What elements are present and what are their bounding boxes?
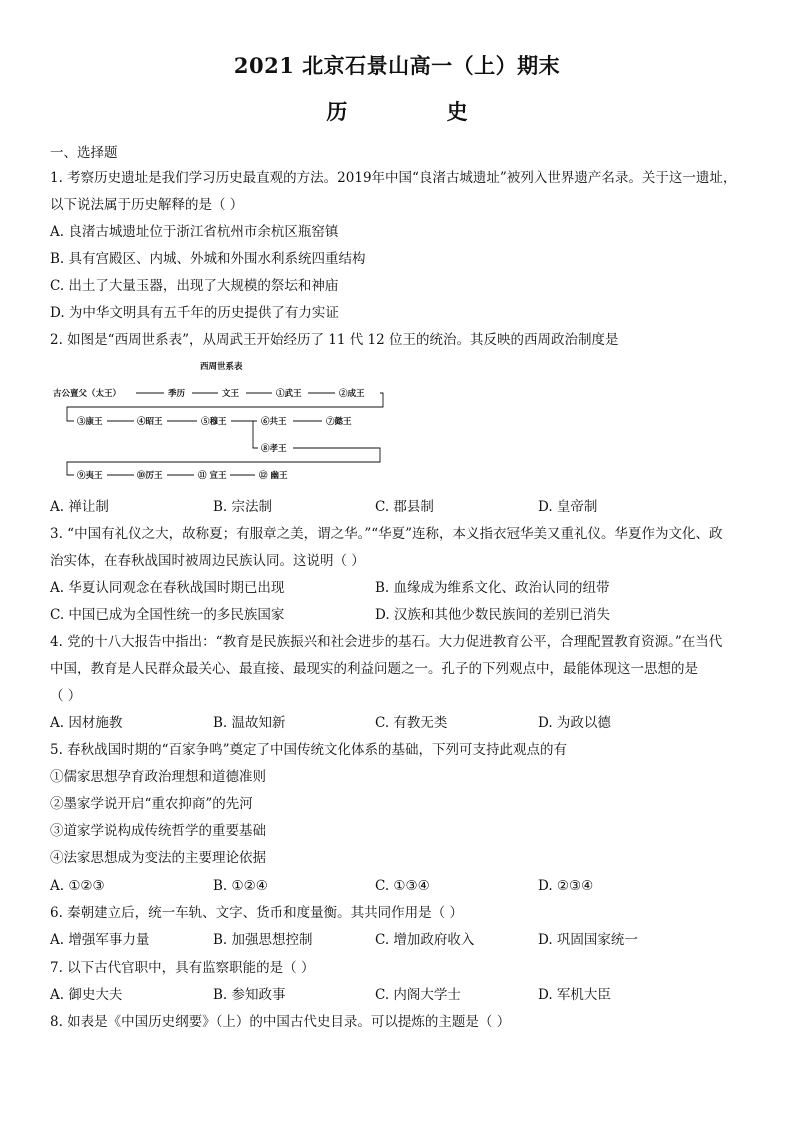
q1-option-a: A. 良渚古城遗址位于浙江省杭州市余杭区瓶窑镇 bbox=[50, 224, 339, 240]
q5-item-3: ③道家学说构成传统哲学的重要基础 bbox=[50, 823, 266, 839]
lineage-king: ④昭王 bbox=[137, 417, 163, 427]
lineage-king: ⑦懿王 bbox=[326, 417, 352, 427]
q8-stem: 8. 如表是《中国历史纲要》（上）的中国古代史目录。可以提炼的主题是（ ） bbox=[50, 1014, 511, 1030]
q3-option-d: D. 汉族和其他少数民族间的差别已消失 bbox=[375, 607, 610, 623]
q1-option-b: B. 具有宫殿区、内城、外城和外围水利系统四重结构 bbox=[50, 251, 366, 267]
lineage-king: ⑨夷王 bbox=[77, 471, 103, 481]
q6-option-d: D. 巩固国家统一 bbox=[538, 932, 638, 948]
lineage-king: ①武王 bbox=[276, 389, 302, 399]
q7-option-a: A. 御史大夫 bbox=[50, 987, 123, 1003]
lineage-king: 古公亶父（太王） bbox=[53, 389, 122, 399]
q3-option-c: C. 中国已成为全国性统一的多民族国家 bbox=[50, 607, 285, 623]
lineage-king: ③康王 bbox=[77, 417, 103, 427]
lineage-king: ⑥共王 bbox=[261, 417, 287, 427]
q5-option-a: A. ①②③ bbox=[50, 878, 105, 894]
q5-item-1: ①儒家思想孕育政治理想和道德准则 bbox=[50, 769, 266, 785]
q5-stem: 5. 春秋战国时期的“百家争鸣”奠定了中国传统文化体系的基础，下列可支持此观点的有 bbox=[50, 742, 567, 758]
subject-title: 历 史 bbox=[326, 99, 514, 124]
q3-option-b: B. 血缘成为维系文化、政治认同的纽带 bbox=[375, 580, 610, 596]
q2-stem: 2. 如图是“西周世系表”，从周武王开始经历了 11 代 12 位王的统治。其反映的西周政治制度是 bbox=[50, 332, 619, 348]
q7-option-b: B. 参知政事 bbox=[213, 987, 286, 1003]
q4-stem-line1: 4. 党的十八大报告中指出：“教育是民族振兴和社会进步的基石。大力促进教育公平，合理配置教育资源。”在当代 bbox=[50, 634, 723, 650]
q5-option-c: C. ①③④ bbox=[375, 878, 430, 894]
q1-stem-line2: 以下说法属于历史解释的是（ ） bbox=[50, 197, 244, 213]
exam-title: 2021 北京石景山高一（上）期末 bbox=[233, 53, 561, 78]
lineage-king: ⑧孝王 bbox=[261, 444, 287, 454]
q2-option-b: B. 宗法制 bbox=[213, 499, 273, 515]
lineage-king: 文王 bbox=[222, 389, 240, 399]
q6-option-c: C. 增加政府收入 bbox=[375, 932, 475, 948]
lineage-king: ⑩厉王 bbox=[137, 471, 163, 481]
q6-option-a: A. 增强军事力量 bbox=[50, 932, 150, 948]
q2-option-d: D. 皇帝制 bbox=[538, 499, 598, 515]
section-heading: 一、选择题 bbox=[50, 145, 118, 161]
q7-option-c: C. 内阁大学士 bbox=[375, 987, 461, 1003]
q5-option-b: B. ①②④ bbox=[213, 878, 268, 894]
lineage-king: ⑪ 宣王 bbox=[198, 471, 227, 481]
zhou-lineage-diagram bbox=[50, 358, 395, 484]
q5-item-4: ④法家思想成为变法的主要理论依据 bbox=[50, 850, 266, 866]
q5-item-2: ②墨家学说开启“重农抑商”的先河 bbox=[50, 796, 253, 812]
q4-option-b: B. 温故知新 bbox=[213, 715, 286, 731]
q4-stem-line2: 中国，教育是人民群众最关心、最直接、最现实的利益问题之一。孔子的下列观点中，最能体现这一思想的是 bbox=[50, 661, 698, 677]
q1-option-c: C. 出土了大量玉器，出现了大规模的祭坛和神庙 bbox=[50, 278, 339, 294]
q1-stem-line1: 1. 考察历史遗址是我们学习历史最直观的方法。2019年中国“良渚古城遗址”被列入世界遗产名录。关于这一遗址， bbox=[50, 170, 737, 186]
q6-option-b: B. 加强思想控制 bbox=[213, 932, 313, 948]
q4-option-c: C. 有教无类 bbox=[375, 715, 448, 731]
q1-option-d: D. 为中华文明具有五千年的历史提供了有力实证 bbox=[50, 305, 339, 321]
q2-option-a: A. 禅让制 bbox=[50, 499, 109, 515]
q4-stem-line3: （ ） bbox=[50, 688, 82, 704]
q7-stem: 7. 以下古代官职中，具有监察职能的是（ ） bbox=[50, 960, 315, 976]
q3-stem-line1: 3. “中国有礼仪之大，故称夏；有服章之美，谓之华。”“华夏”连称，本义指衣冠华美又重礼仪。华夏作为文化、政 bbox=[50, 526, 723, 542]
q5-option-d: D. ②③④ bbox=[538, 878, 594, 894]
q4-option-a: A. 因材施教 bbox=[50, 715, 123, 731]
lineage-king: ⑫ 幽王 bbox=[259, 471, 288, 481]
q7-option-d: D. 军机大臣 bbox=[538, 987, 611, 1003]
q6-stem: 6. 秦朝建立后，统一车轨、文字、货币和度量衡。其共同作用是（ ） bbox=[50, 905, 463, 921]
lineage-king: 季历 bbox=[168, 389, 186, 399]
q3-stem-line2: 治实体，在春秋战国时被周边民族认同。这说明（ ） bbox=[50, 553, 365, 569]
q4-option-d: D. 为政以德 bbox=[538, 715, 611, 731]
lineage-king: ②成王 bbox=[339, 389, 365, 399]
q3-option-a: A. 华夏认同观念在春秋战国时期已出现 bbox=[50, 580, 285, 596]
q2-option-c: C. 郡县制 bbox=[375, 499, 434, 515]
lineage-king: ⑤穆王 bbox=[201, 417, 227, 427]
diagram-title: 西周世系表 bbox=[200, 362, 243, 372]
